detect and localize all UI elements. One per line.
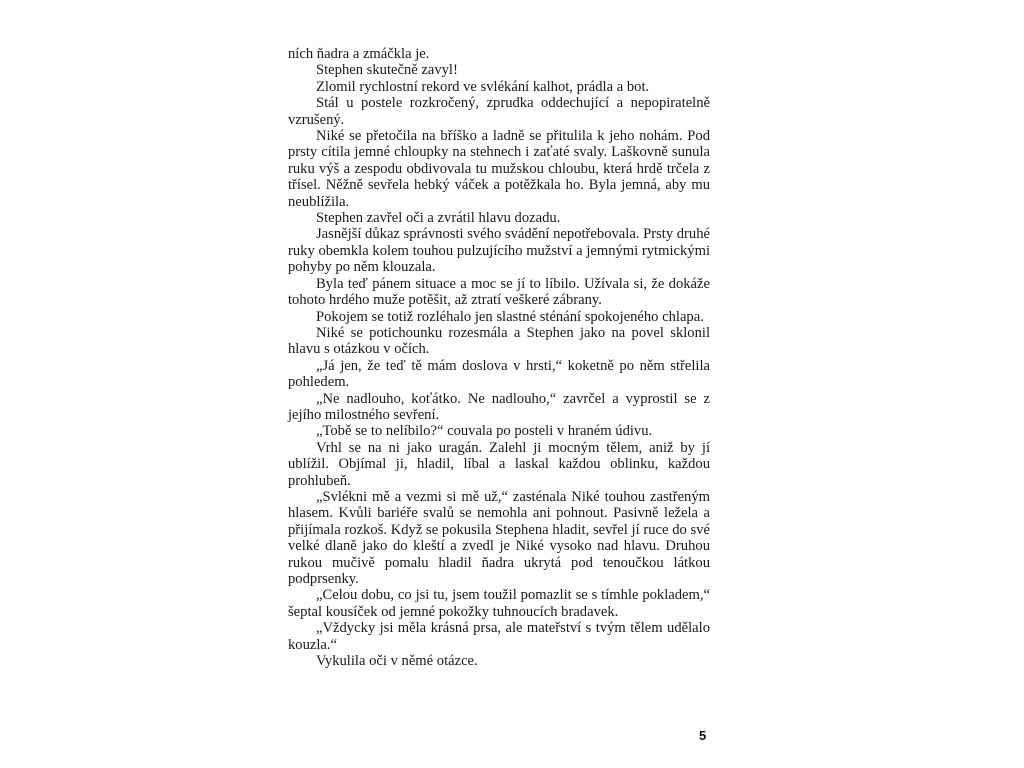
paragraph: Pokojem se totiž rozléhalo jen slastné sténání spokojeného chlapa. bbox=[316, 308, 704, 325]
paragraph: Stál u postele rozkročený, zprudka oddechující a nepopiratelně vzrušený. bbox=[288, 95, 710, 128]
paragraph: Vykulila oči v němé otázce. bbox=[316, 653, 478, 670]
paragraph: „Ne nadlouho, koťátko. Ne nadlouho,“ zavrčel a vyprostil se z jejího milostného sevření. bbox=[288, 390, 710, 423]
paragraph: Byla teď pánem situace a moc se jí to líbilo. Užívala si, že dokáže tohoto hrdého muže potěšit, až ztratí veškeré zábrany. bbox=[288, 275, 710, 309]
paragraph: „Tobě se to nelíbilo?“ couvala po posteli v hraném údivu. bbox=[316, 423, 653, 440]
paragraph: „Svlékni mě a vezmi si mě už,“ zasténala Niké touhou zastřeným hlasem. Kvůli bariéře svalů se nemohla ani pohnout. Pasivně ležela a přijímala rozkoš. Když se pokusila Stephena hladit, sevřel jí ruce do své velké dlaně jako do kleští a zvedl je Niké vysoko nad hlavu. Druhou rukou mučivě pomalu hladil ňadra ukrytá pod tenoučkou látkou podprsenky. bbox=[288, 488, 710, 587]
paragraph: „Já jen, že teď tě mám doslova v hrsti,“ koketně po něm střelila pohledem. bbox=[288, 357, 710, 391]
paragraph: Zlomil rychlostní rekord ve svlékání kalhot, prádla a bot. bbox=[316, 78, 650, 95]
paragraph: Vrhl se na ni jako uragán. Zalehl ji mocným tělem, aniž by jí ublížil. Objímal ji, hladil, líbal a laskal každou oblinku, každou prohlubeň. bbox=[288, 439, 710, 489]
paragraph: Stephen skutečně zavyl! bbox=[316, 62, 458, 79]
paragraph: Niké se přetočila na bříško a ladně se přitulila k jeho nohám. Pod prsty cítila jemné chloupky na stehnech i zaťaté svaly. Laškovně sunula ruku výš a zespodu obdivovala tu mužskou chloubu, která hrdě trčela z třísel. Něžně sevřela hebký váček a potěžkala ho. Byla jemná, aby mu neublížila. bbox=[288, 128, 710, 210]
paragraph: Niké se potichounku rozesmála a Stephen jako na povel sklonil hlavu s otázkou v očích. bbox=[288, 324, 710, 358]
paragraph: ních ňadra a zmáčkla je. bbox=[288, 46, 430, 62]
paragraph: „Celou dobu, co jsi tu, jsem toužil pomazlit se s tímhle pokladem,“ šeptal kousíček od jemné pokožky tuhnoucích bradavek. bbox=[288, 587, 710, 620]
page-number: 5 bbox=[699, 728, 707, 743]
paragraph: Jasnější důkaz správnosti svého svádění nepotřebovala. Prsty druhé ruky obemkla kolem touhou pulzujícího mužství a jemnými rytmickými pohyby po něm klouzala. bbox=[288, 226, 710, 276]
paragraph: Stephen zavřel oči a zvrátil hlavu dozadu. bbox=[316, 210, 561, 227]
paragraph: „Vždycky jsi měla krásná prsa, ale mateřství s tvým tělem udělalo kouzla.“ bbox=[288, 620, 710, 653]
body-text bbox=[288, 46, 710, 669]
